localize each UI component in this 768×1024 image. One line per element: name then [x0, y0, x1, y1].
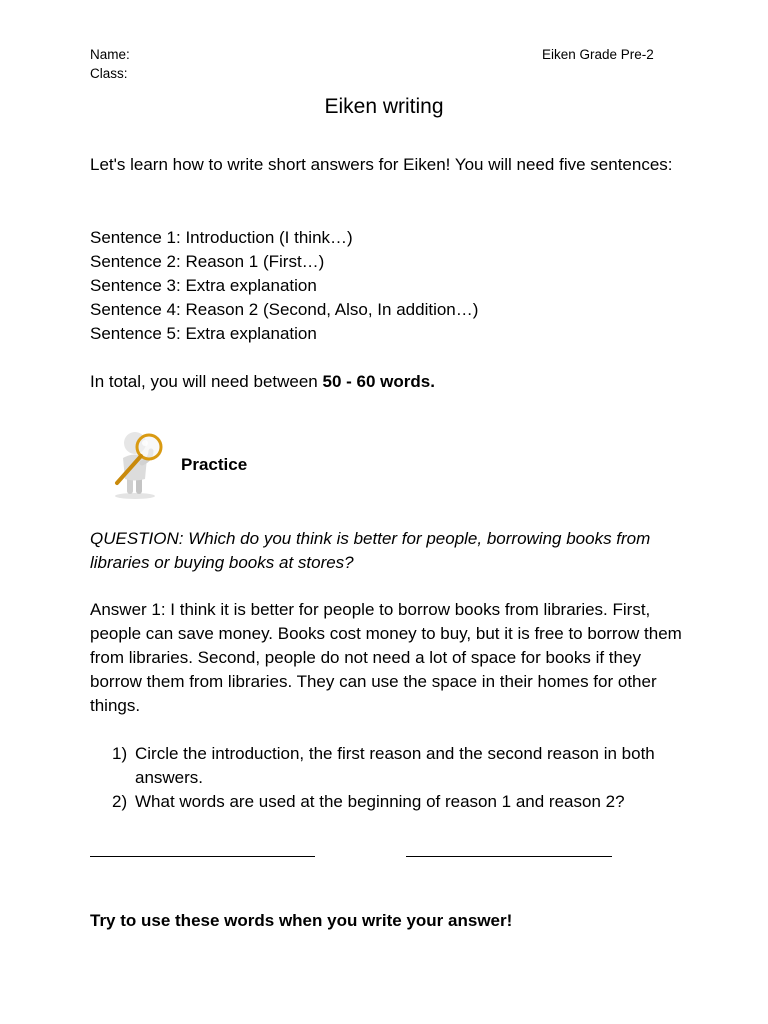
magnifying-glass-figure-icon: [105, 425, 171, 501]
sentence-item: Sentence 1: Introduction (I think…): [90, 228, 353, 247]
task-item: [90, 742, 690, 790]
intro-paragraph: Let's learn how to write short answers for Eiken! You will need five sentences:: [90, 155, 673, 174]
task-number: 2): [112, 792, 128, 811]
task-number: 1): [112, 744, 128, 763]
sentence-item: Sentence 4: Reason 2 (Second, Also, In addition…): [90, 300, 479, 319]
task-list: [90, 742, 690, 814]
closing-instruction: Try to use these words when you write your answer!: [90, 911, 513, 930]
task-item: [90, 790, 690, 814]
answer-paragraph: Answer 1: I think it is better for people to borrow books from libraries. First, people can save money. Books cost money to buy, but it is free to borrow them from libraries. Second, people do not need a lot of space for books if they borrow them from libraries. They can use the space in their homes for other things.: [90, 600, 682, 715]
sentence-list: [90, 226, 690, 346]
answer-blank-line[interactable]: [406, 856, 612, 857]
page-title: Eiken writing: [324, 95, 444, 118]
class-label: Class:: [90, 66, 128, 81]
grade-label: Eiken Grade Pre-2: [542, 47, 654, 62]
task-text: What words are used at the beginning of reason 1 and reason 2?: [135, 792, 625, 811]
practice-heading: Practice: [181, 455, 248, 474]
word-count-prefix: In total, you will need between: [90, 372, 323, 391]
word-count-note: [90, 370, 690, 394]
name-label: Name:: [90, 47, 130, 62]
task-text: Circle the introduction, the first reason and the second reason in both answers.: [135, 744, 655, 787]
sentence-item: Sentence 2: Reason 1 (First…): [90, 252, 325, 271]
answer-blank-line[interactable]: [90, 856, 315, 857]
sentence-item: Sentence 3: Extra explanation: [90, 276, 317, 295]
question-text: QUESTION: Which do you think is better for people, borrowing books from libraries or buying books at stores?: [90, 529, 651, 572]
sentence-item: Sentence 5: Extra explanation: [90, 324, 317, 343]
word-count-range: 50 - 60 words.: [322, 372, 435, 391]
